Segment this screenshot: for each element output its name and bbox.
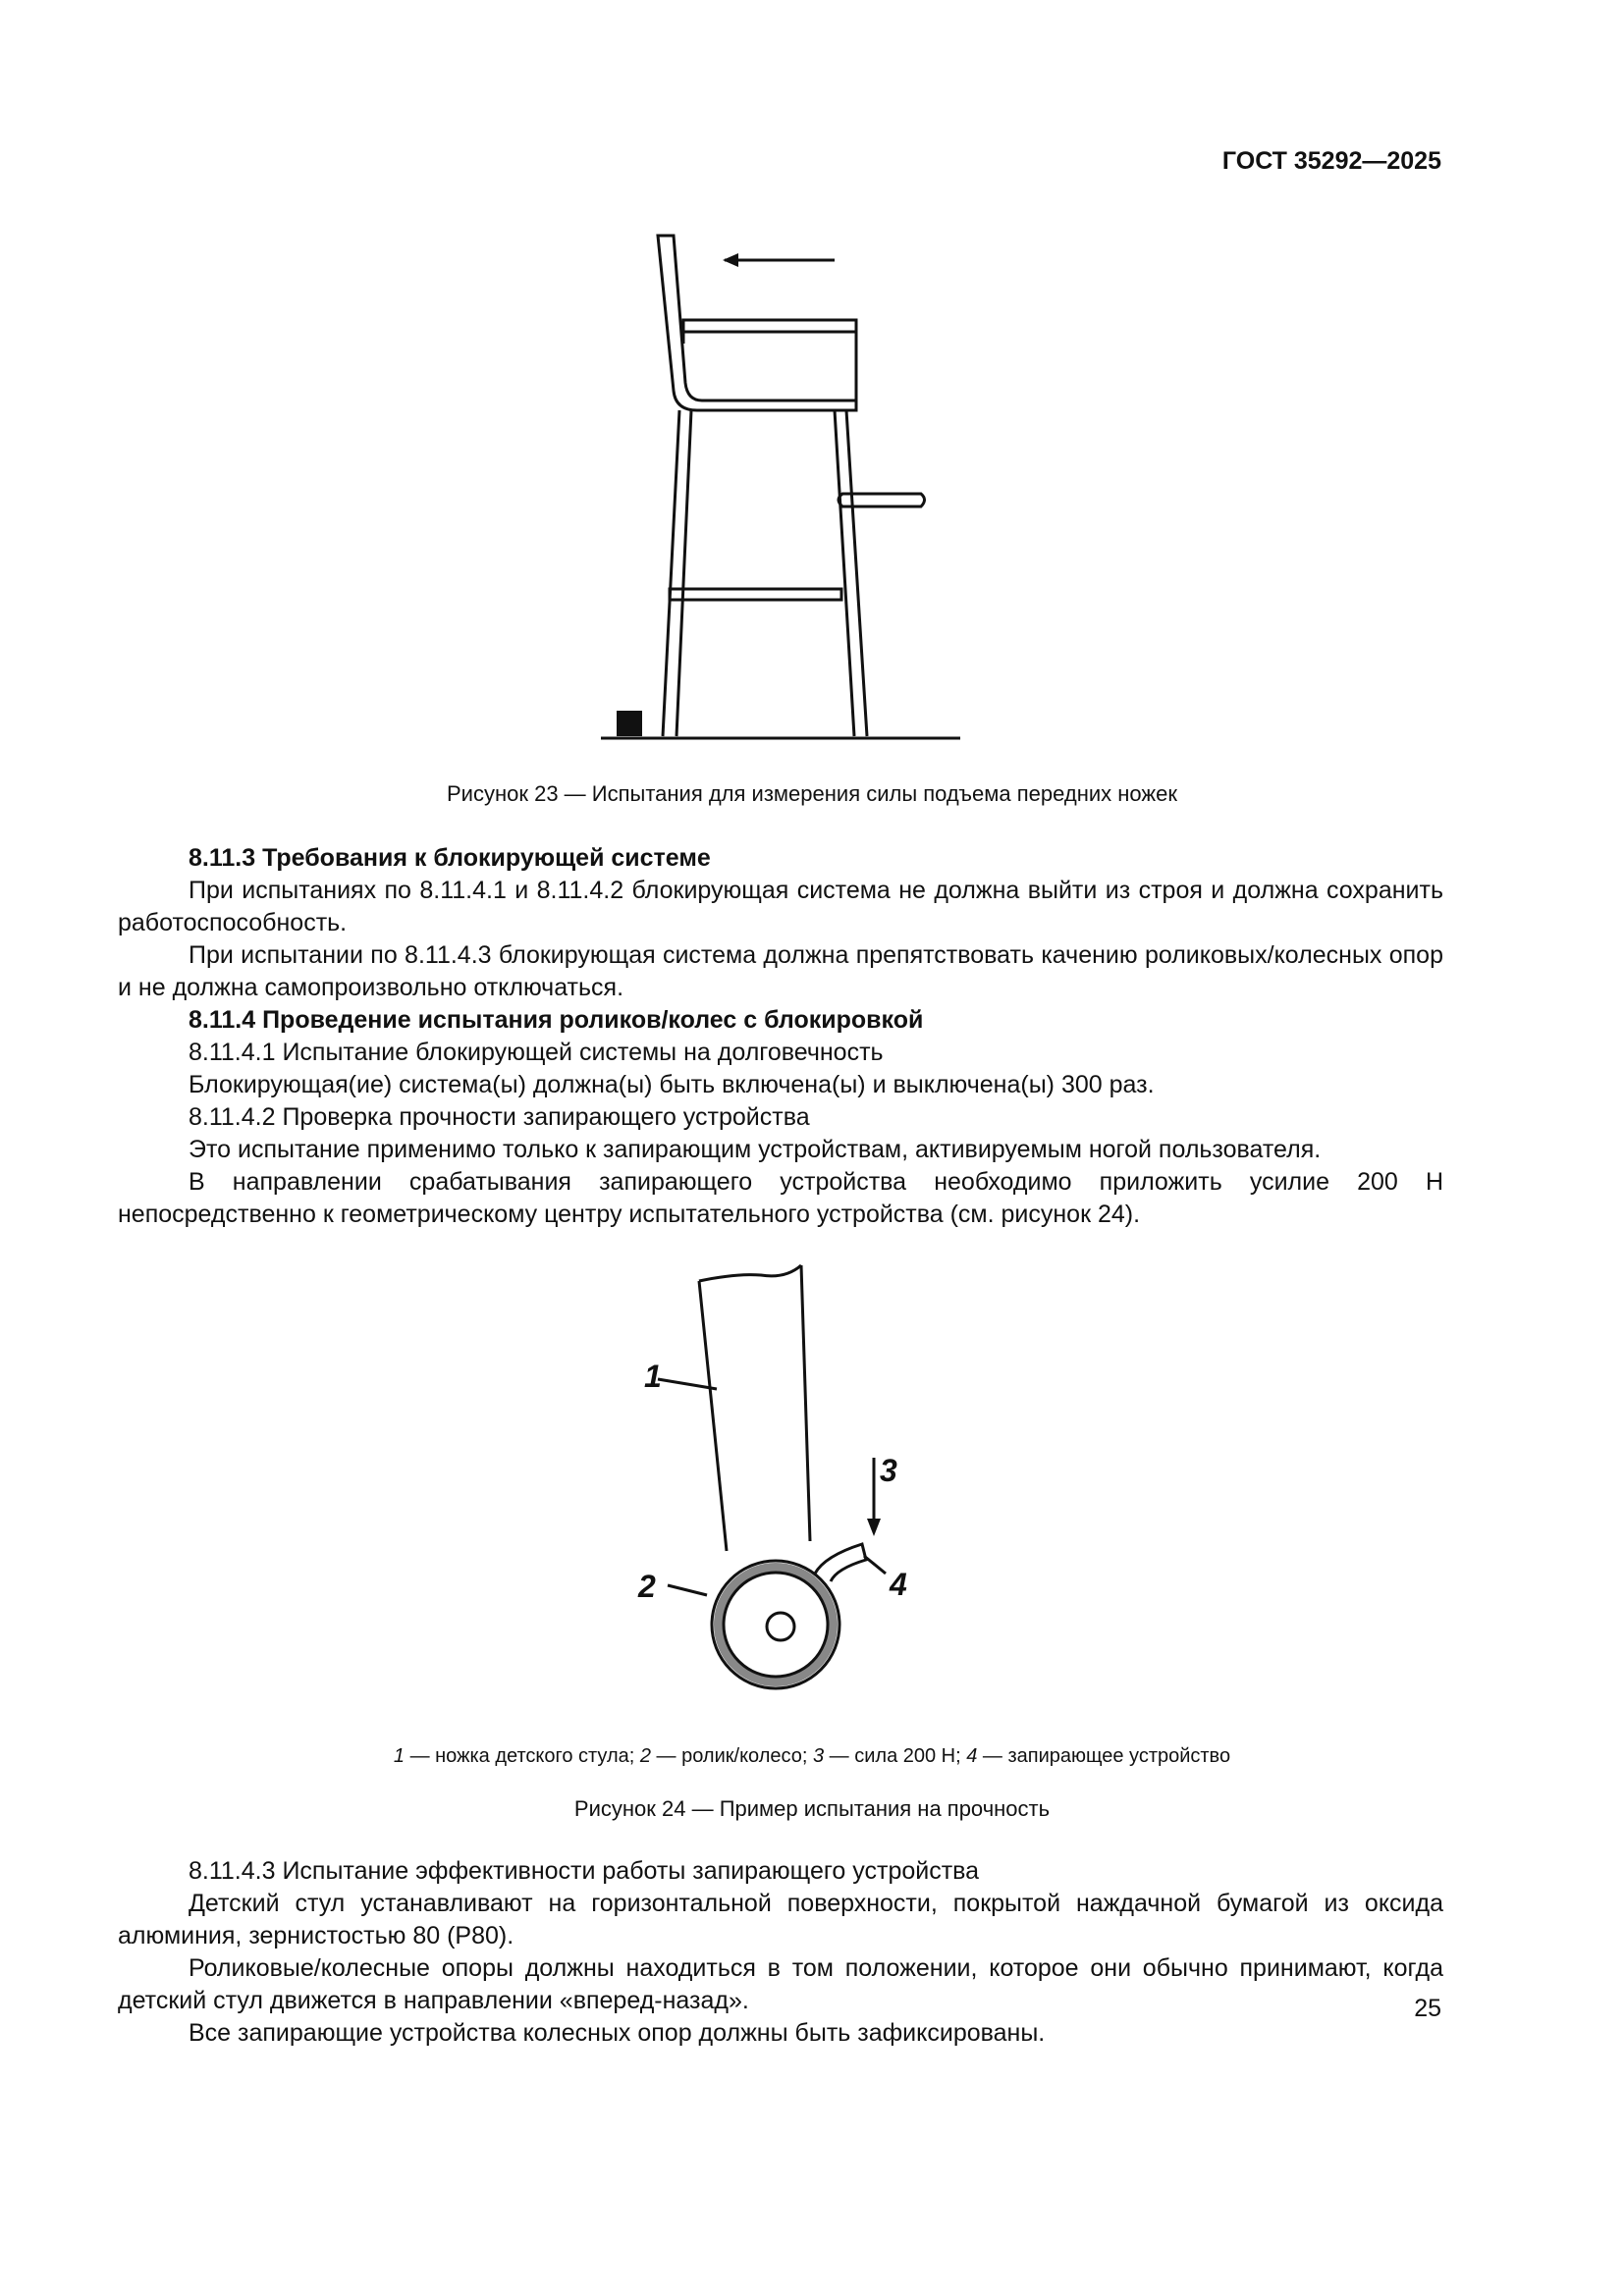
label-2: 2 — [638, 1569, 656, 1604]
figure-23-chair-diagram — [589, 226, 982, 746]
chair-seat — [683, 320, 856, 332]
locking-device — [815, 1544, 866, 1581]
paragraph: Все запирающие устройства колесных опор должны быть зафиксированы. — [189, 2019, 1046, 2047]
paragraph: При испытании по 8.11.4.3 блокирующая система должна препятствовать качению роликовых/колесных опор и не должна самопроизвольно отключаться. — [118, 941, 1443, 1001]
label-4: 4 — [890, 1567, 907, 1602]
figure-23-caption: Рисунок 23 — Испытания для измерения силы подъема передних ножек — [447, 781, 1177, 806]
chair-leg-tube — [699, 1265, 810, 1551]
force-arrow-head — [867, 1519, 881, 1536]
chair-front-leg — [663, 410, 691, 736]
subsection-title: 8.11.4.2 Проверка прочности запирающего устройства — [189, 1103, 810, 1131]
paragraph: Это испытание применимо только к запирающим устройствам, активируемым ногой пользователя. — [189, 1136, 1322, 1163]
paragraph: Детский стул устанавливают на горизонтальной поверхности, покрытой наждачной бумагой из оксида алюминия, зернистостью 80 (Р80). — [118, 1890, 1443, 1949]
section-heading-8-11-4: 8.11.4 Проведение испытания роликов/колес с блокировкой — [189, 1006, 924, 1034]
label-3: 3 — [880, 1453, 897, 1488]
wheel-ring — [719, 1568, 833, 1682]
wheel-inner — [724, 1573, 828, 1677]
chair-rear-leg — [835, 410, 867, 736]
document-header: ГОСТ 35292—2025 — [1221, 147, 1441, 175]
subsection-title: 8.11.4.3 Испытание эффективности работы запирающего устройства — [189, 1857, 980, 1885]
paragraph: В направлении срабатывания запирающего устройства необходимо приложить усилие 200 Н непосредственно к геометрическому центру испытательного устройства (см. рисунок 24). — [118, 1168, 1443, 1228]
body-text-block-2 — [118, 1855, 1443, 2050]
paragraph: Роликовые/колесные опоры должны находиться в том положении, которое они обычно принимают, когда детский стул движется в направлении «вперед-назад». — [118, 1954, 1443, 2014]
wheel-axle — [767, 1613, 794, 1640]
section-heading-8-11-3: 8.11.3 Требования к блокирующей системе — [189, 844, 711, 872]
body-text-block-1 — [118, 842, 1443, 1231]
label-1: 1 — [644, 1359, 662, 1394]
wheel-outer — [712, 1561, 839, 1688]
page-number: 25 — [1414, 1995, 1441, 2022]
subsection-title: 8.11.4.1 Испытание блокирующей системы на долговечность — [189, 1039, 884, 1066]
arrow-head — [723, 253, 738, 267]
figure-24-wheel-diagram — [628, 1261, 962, 1713]
paragraph: Блокирующая(ие) система(ы) должна(ы) быть включена(ы) и выключена(ы) 300 раз. — [189, 1071, 1155, 1098]
chair-back — [658, 236, 856, 410]
figure-24-caption: Рисунок 24 — Пример испытания на прочность — [573, 1796, 1051, 1821]
paragraph: При испытаниях по 8.11.4.1 и 8.11.4.2 блокирующая система не должна выйти из строя и должна сохранить работоспособность. — [118, 877, 1443, 936]
figure-24-legend: 1 — ножка детского стула; 2 — ролик/колесо; 3 — сила 200 Н; 4 — запирающее устройство — [393, 1745, 1231, 1767]
stop-block — [617, 711, 642, 736]
chair-crossbar — [670, 589, 841, 600]
